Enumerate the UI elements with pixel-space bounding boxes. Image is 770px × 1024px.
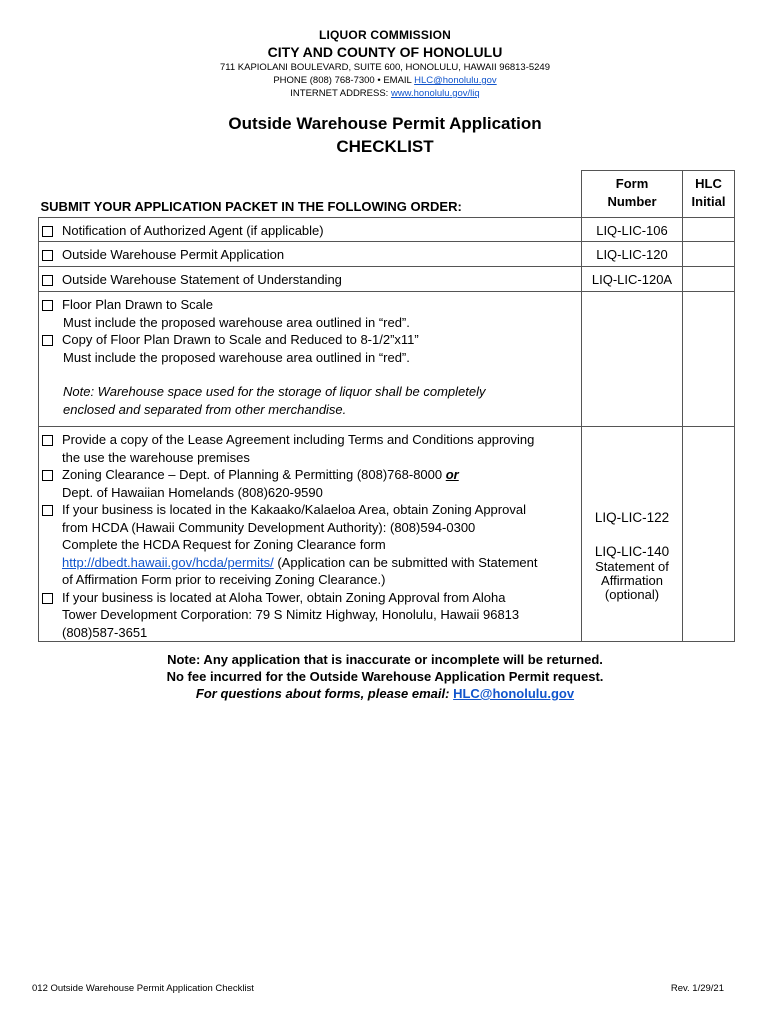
item-cell	[39, 218, 582, 242]
checkbox-icon[interactable]	[42, 593, 53, 604]
item-cell	[39, 267, 582, 292]
checkbox-icon[interactable]	[42, 505, 53, 516]
header-email-link[interactable]: HLC@honolulu.gov	[414, 75, 497, 86]
item-cell	[39, 242, 582, 267]
form-number-cell	[582, 292, 683, 427]
form-header-line1: Form	[615, 176, 649, 191]
item-subtext: Must include the proposed warehouse area outlined in “red”.	[63, 314, 410, 330]
item-cell	[39, 292, 582, 427]
checkbox-icon[interactable]	[42, 435, 53, 446]
table-row	[39, 267, 735, 292]
checkbox-icon[interactable]	[42, 275, 53, 286]
phone-text: PHONE (808) 768-7300 • EMAIL	[273, 75, 415, 86]
form-number: LIQ-LIC-122	[594, 510, 670, 525]
warehouse-note	[63, 383, 581, 418]
note-line: enclosed and separated from other merchandise.	[63, 401, 347, 417]
hcda-permits-link[interactable]: http://dbedt.hawaii.gov/hcda/permits/	[62, 554, 274, 570]
commission-heading: LIQUOR COMMISSION	[318, 28, 452, 42]
table-row	[39, 218, 735, 242]
form-number-cell: LIQ-LIC-120A	[582, 267, 683, 292]
checkbox-icon[interactable]	[42, 226, 53, 237]
hlc-header-line1: HLC	[695, 176, 722, 191]
document-title: Outside Warehouse Permit Application	[228, 114, 542, 133]
checkbox-icon[interactable]	[42, 335, 53, 346]
hlc-header-line2: Initial	[691, 193, 726, 209]
internet-label: INTERNET ADDRESS:	[290, 88, 391, 99]
item-text: Outside Warehouse Permit Application	[62, 247, 285, 262]
checklist-table	[38, 170, 735, 642]
form-number-cell: LIQ-LIC-106	[582, 218, 683, 242]
bottom-note-1: Note: Any application that is inaccurate or incomplete will be returned.	[167, 652, 603, 667]
initial-cell[interactable]	[683, 242, 735, 267]
item-text: If your business is located at Aloha Tower, obtain Zoning Approval from Aloha Tower Development Corporation: 79 S Nimitz Highway, Honolulu, Hawaii 96813 (808)587-3651	[62, 589, 520, 640]
table-row	[39, 427, 735, 642]
item-text: Notification of Authorized Agent (if applicable)	[62, 223, 324, 238]
form-number-cell	[582, 427, 683, 642]
footer-title: 012 Outside Warehouse Permit Application Checklist	[32, 983, 254, 994]
instruction-text: SUBMIT YOUR APPLICATION PACKET IN THE FOLLOWING ORDER:	[40, 198, 462, 214]
bottom-note-3	[0, 685, 770, 703]
note-line: Note: Warehouse space used for the storage of liquor shall be completely	[63, 384, 486, 399]
table-row	[39, 242, 735, 267]
document-subtitle: CHECKLIST	[336, 137, 434, 156]
questions-text: For questions about forms, please email:	[195, 686, 454, 701]
item-text: Provide a copy of the Lease Agreement including Terms and Conditions approving the use the warehouse premises	[62, 432, 535, 465]
item-cell	[39, 427, 582, 642]
contact-line	[0, 75, 770, 86]
initial-cell[interactable]	[683, 292, 735, 427]
hlc-initial-header	[683, 171, 735, 218]
footer-revision: Rev. 1/29/21	[670, 983, 724, 994]
questions-email-link[interactable]: HLC@honolulu.gov	[453, 686, 575, 701]
item-text: If your business is located in the Kakaako/Kalaeloa Area, obtain Zoning Approval from HCDA (Hawaii Community Development Authority): (808)594-0300 Complete the HCDA Request for Zoning Clearance form http://dbedt.hawaii.gov/hcda/permits/ (Application can be submitted with Statement of Affirmation Form prior to receiving Zoning Clearance.)	[62, 502, 538, 587]
form-header-line2: Number	[607, 193, 657, 209]
internet-line	[0, 88, 770, 99]
checkbox-icon[interactable]	[42, 300, 53, 311]
item-text: Zoning Clearance – Dept. of Planning & Permitting (808)768-8000 or Dept. of Hawaiian Homelands (808)620-9590	[62, 467, 459, 500]
bottom-note-2: No fee incurred for the Outside Warehouse Application Permit request.	[166, 669, 604, 684]
form-number-cell: LIQ-LIC-120	[582, 242, 683, 267]
city-heading: CITY AND COUNTY OF HONOLULU	[267, 44, 503, 60]
website-link[interactable]: www.honolulu.gov/liq	[390, 88, 480, 99]
item-text: Outside Warehouse Statement of Understanding	[62, 272, 342, 287]
form-number-header	[582, 171, 683, 218]
address-line: 711 KAPIOLANI BOULEVARD, SUITE 600, HONOLULU, HAWAII 96813-5249	[220, 62, 550, 73]
item-text: Floor Plan Drawn to Scale	[62, 297, 214, 312]
checkbox-icon[interactable]	[42, 470, 53, 481]
initial-cell[interactable]	[683, 218, 735, 242]
table-row	[39, 292, 735, 427]
table-header-row	[39, 171, 735, 218]
form-number: LIQ-LIC-140 Statement of Affirmation (optional)	[594, 543, 670, 602]
checkbox-icon[interactable]	[42, 250, 53, 261]
initial-cell[interactable]	[683, 427, 735, 642]
item-subtext: Must include the proposed warehouse area outlined in “red”.	[63, 349, 410, 365]
initial-cell[interactable]	[683, 267, 735, 292]
instruction-cell	[39, 171, 582, 218]
item-text: Copy of Floor Plan Drawn to Scale and Reduced to 8-1/2”x11”	[62, 332, 419, 347]
